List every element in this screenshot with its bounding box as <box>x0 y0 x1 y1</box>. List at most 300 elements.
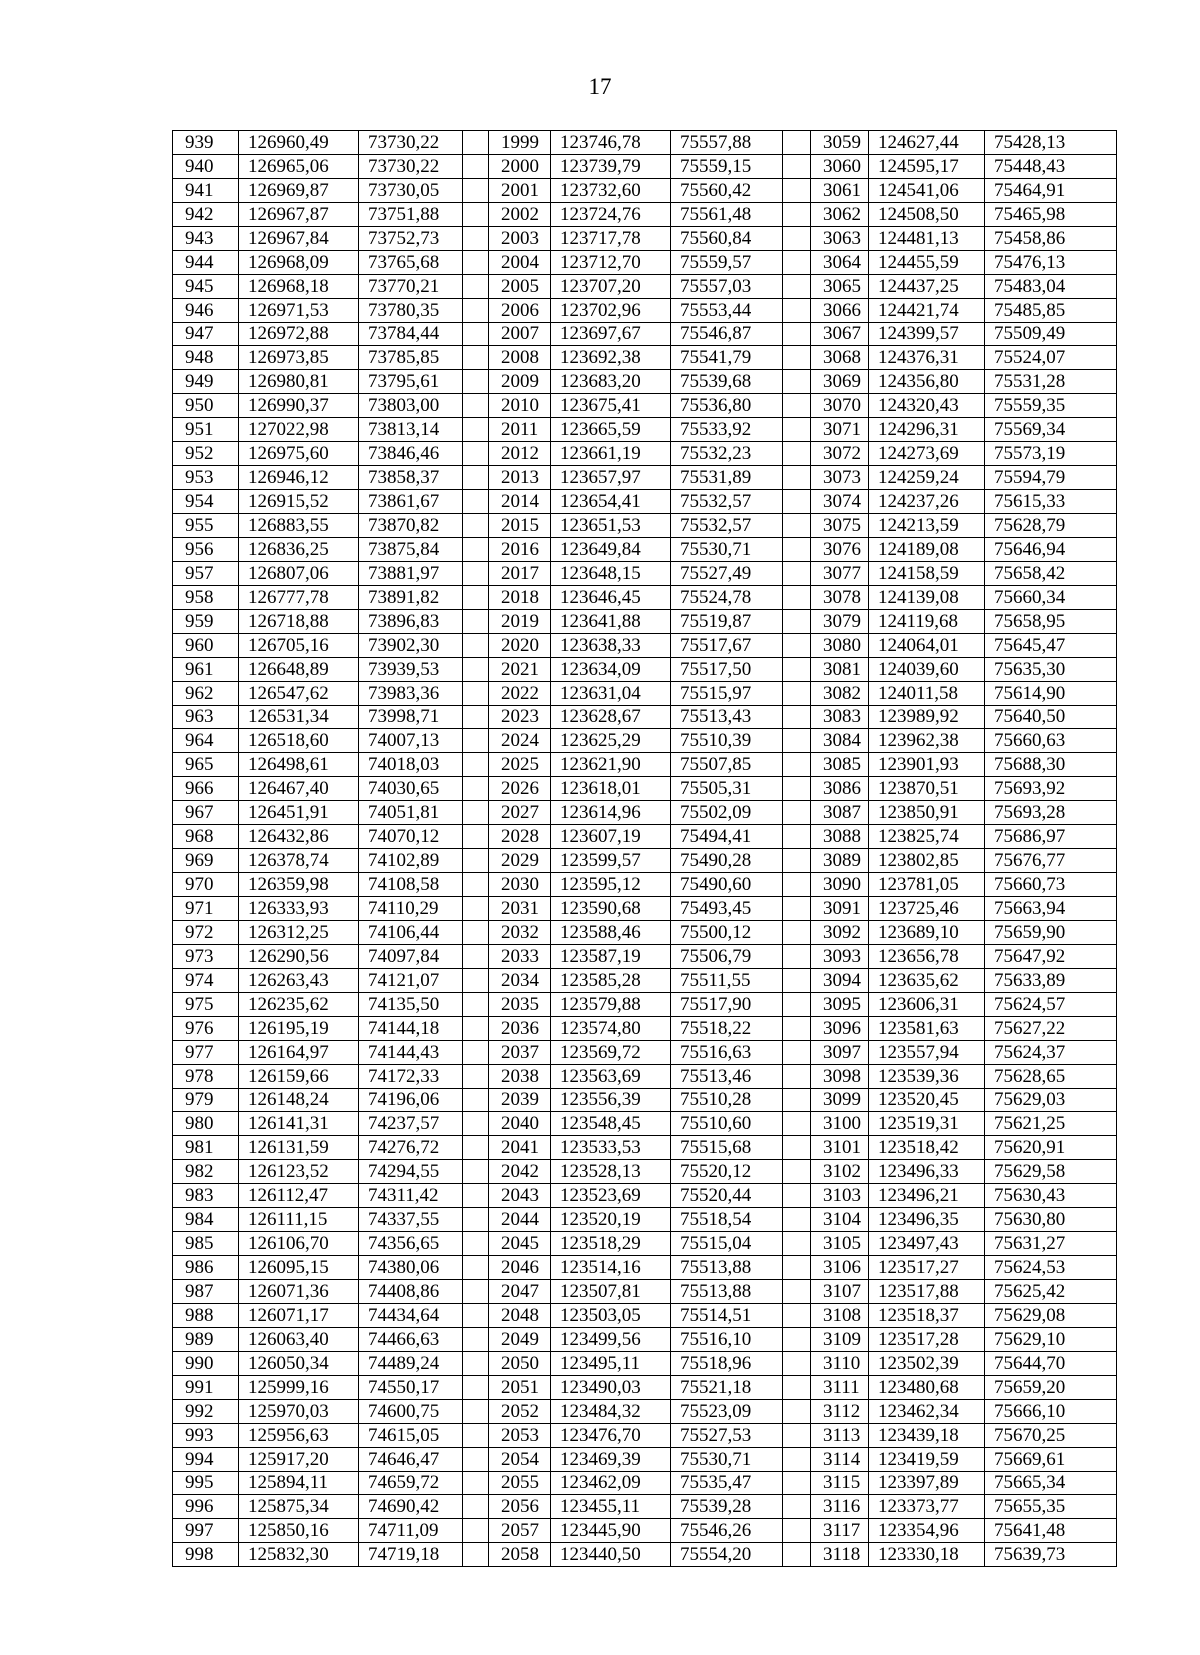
y-coordinate-cell: 74121,07 <box>359 968 463 992</box>
y-coordinate-cell: 75458,86 <box>985 226 1117 250</box>
point-number-cell: 2018 <box>489 585 551 609</box>
point-number-cell: 2010 <box>489 394 551 418</box>
column-separator <box>783 897 811 921</box>
column-separator <box>783 1112 811 1136</box>
table-row <box>173 1112 1117 1136</box>
x-coordinate-cell: 123628,67 <box>551 705 671 729</box>
x-coordinate-cell: 126106,70 <box>239 1232 359 1256</box>
column-separator <box>463 633 489 657</box>
point-number-cell: 3091 <box>811 897 869 921</box>
point-number-cell: 955 <box>173 514 239 538</box>
y-coordinate-cell: 73870,82 <box>359 514 463 538</box>
x-coordinate-cell: 123707,20 <box>551 274 671 298</box>
point-number-cell: 2048 <box>489 1303 551 1327</box>
x-coordinate-cell: 126141,31 <box>239 1112 359 1136</box>
x-coordinate-cell: 126547,62 <box>239 681 359 705</box>
point-number-cell: 2049 <box>489 1327 551 1351</box>
y-coordinate-cell: 75621,25 <box>985 1112 1117 1136</box>
y-coordinate-cell: 75659,90 <box>985 920 1117 944</box>
y-coordinate-cell: 75658,42 <box>985 561 1117 585</box>
point-number-cell: 3107 <box>811 1280 869 1304</box>
x-coordinate-cell: 123656,78 <box>869 944 985 968</box>
point-number-cell: 3081 <box>811 657 869 681</box>
table-row <box>173 873 1117 897</box>
column-separator <box>783 801 811 825</box>
column-separator <box>463 849 489 873</box>
point-number-cell: 976 <box>173 1016 239 1040</box>
column-separator <box>783 537 811 561</box>
y-coordinate-cell: 73795,61 <box>359 370 463 394</box>
table-row <box>173 226 1117 250</box>
x-coordinate-cell: 123440,50 <box>551 1543 671 1567</box>
x-coordinate-cell: 123595,12 <box>551 873 671 897</box>
x-coordinate-cell: 123870,51 <box>869 777 985 801</box>
y-coordinate-cell: 75513,43 <box>671 705 783 729</box>
y-coordinate-cell: 75494,41 <box>671 825 783 849</box>
column-separator <box>783 1088 811 1112</box>
point-number-cell: 971 <box>173 897 239 921</box>
x-coordinate-cell: 123588,46 <box>551 920 671 944</box>
point-number-cell: 2008 <box>489 346 551 370</box>
x-coordinate-cell: 126960,49 <box>239 131 359 155</box>
point-number-cell: 2036 <box>489 1016 551 1040</box>
y-coordinate-cell: 74434,64 <box>359 1303 463 1327</box>
point-number-cell: 2028 <box>489 825 551 849</box>
point-number-cell: 3073 <box>811 466 869 490</box>
y-coordinate-cell: 75428,13 <box>985 131 1117 155</box>
x-coordinate-cell: 126807,06 <box>239 561 359 585</box>
column-separator <box>783 1256 811 1280</box>
x-coordinate-cell: 123557,94 <box>869 1040 985 1064</box>
point-number-cell: 2031 <box>489 897 551 921</box>
point-number-cell: 2016 <box>489 537 551 561</box>
x-coordinate-cell: 123517,88 <box>869 1280 985 1304</box>
point-number-cell: 2019 <box>489 609 551 633</box>
point-number-cell: 984 <box>173 1208 239 1232</box>
x-coordinate-cell: 123397,89 <box>869 1471 985 1495</box>
column-separator <box>783 131 811 155</box>
point-number-cell: 3088 <box>811 825 869 849</box>
point-number-cell: 2043 <box>489 1184 551 1208</box>
table-row <box>173 298 1117 322</box>
x-coordinate-cell: 123520,19 <box>551 1208 671 1232</box>
point-number-cell: 970 <box>173 873 239 897</box>
table-row <box>173 1543 1117 1567</box>
point-number-cell: 2035 <box>489 992 551 1016</box>
column-separator <box>463 466 489 490</box>
x-coordinate-cell: 123665,59 <box>551 418 671 442</box>
point-number-cell: 3103 <box>811 1184 869 1208</box>
point-number-cell: 2022 <box>489 681 551 705</box>
table-row <box>173 131 1117 155</box>
y-coordinate-cell: 74144,18 <box>359 1016 463 1040</box>
y-coordinate-cell: 75560,42 <box>671 178 783 202</box>
point-number-cell: 2053 <box>489 1423 551 1447</box>
point-number-cell: 3118 <box>811 1543 869 1567</box>
x-coordinate-cell: 123518,37 <box>869 1303 985 1327</box>
table-row <box>173 1016 1117 1040</box>
x-coordinate-cell: 126971,53 <box>239 298 359 322</box>
x-coordinate-cell: 124508,50 <box>869 202 985 226</box>
column-separator <box>463 1160 489 1184</box>
table-row <box>173 1040 1117 1064</box>
y-coordinate-cell: 73858,37 <box>359 466 463 490</box>
point-number-cell: 3083 <box>811 705 869 729</box>
y-coordinate-cell: 75640,50 <box>985 705 1117 729</box>
point-number-cell: 2029 <box>489 849 551 873</box>
x-coordinate-cell: 124455,59 <box>869 250 985 274</box>
y-coordinate-cell: 74489,24 <box>359 1351 463 1375</box>
point-number-cell: 3090 <box>811 873 869 897</box>
point-number-cell: 980 <box>173 1112 239 1136</box>
y-coordinate-cell: 73896,83 <box>359 609 463 633</box>
point-number-cell: 3070 <box>811 394 869 418</box>
x-coordinate-cell: 126648,89 <box>239 657 359 681</box>
point-number-cell: 950 <box>173 394 239 418</box>
table-row <box>173 1208 1117 1232</box>
point-number-cell: 3069 <box>811 370 869 394</box>
y-coordinate-cell: 75630,80 <box>985 1208 1117 1232</box>
table-row <box>173 1351 1117 1375</box>
y-coordinate-cell: 75516,10 <box>671 1327 783 1351</box>
x-coordinate-cell: 123533,53 <box>551 1136 671 1160</box>
x-coordinate-cell: 124376,31 <box>869 346 985 370</box>
point-number-cell: 2055 <box>489 1471 551 1495</box>
x-coordinate-cell: 124213,59 <box>869 514 985 538</box>
table-row <box>173 729 1117 753</box>
y-coordinate-cell: 75510,39 <box>671 729 783 753</box>
point-number-cell: 2058 <box>489 1543 551 1567</box>
y-coordinate-cell: 73752,73 <box>359 226 463 250</box>
point-number-cell: 2042 <box>489 1160 551 1184</box>
point-number-cell: 3076 <box>811 537 869 561</box>
y-coordinate-cell: 75516,63 <box>671 1040 783 1064</box>
point-number-cell: 983 <box>173 1184 239 1208</box>
x-coordinate-cell: 123455,11 <box>551 1495 671 1519</box>
table-row <box>173 561 1117 585</box>
x-coordinate-cell: 123648,15 <box>551 561 671 585</box>
table-row <box>173 777 1117 801</box>
table-row <box>173 1327 1117 1351</box>
point-number-cell: 966 <box>173 777 239 801</box>
table-row <box>173 992 1117 1016</box>
y-coordinate-cell: 75557,03 <box>671 274 783 298</box>
y-coordinate-cell: 75647,92 <box>985 944 1117 968</box>
column-separator <box>783 609 811 633</box>
x-coordinate-cell: 124481,13 <box>869 226 985 250</box>
column-separator <box>783 1303 811 1327</box>
x-coordinate-cell: 126333,93 <box>239 897 359 921</box>
x-coordinate-cell: 123569,72 <box>551 1040 671 1064</box>
x-coordinate-cell: 126359,98 <box>239 873 359 897</box>
column-separator <box>783 1543 811 1567</box>
point-number-cell: 3106 <box>811 1256 869 1280</box>
x-coordinate-cell: 124541,06 <box>869 178 985 202</box>
point-number-cell: 3087 <box>811 801 869 825</box>
point-number-cell: 987 <box>173 1280 239 1304</box>
point-number-cell: 3110 <box>811 1351 869 1375</box>
x-coordinate-cell: 123496,35 <box>869 1208 985 1232</box>
point-number-cell: 979 <box>173 1088 239 1112</box>
column-separator <box>463 346 489 370</box>
x-coordinate-cell: 125894,11 <box>239 1471 359 1495</box>
x-coordinate-cell: 126518,60 <box>239 729 359 753</box>
column-separator <box>463 1184 489 1208</box>
x-coordinate-cell: 126946,12 <box>239 466 359 490</box>
x-coordinate-cell: 124011,58 <box>869 681 985 705</box>
y-coordinate-cell: 75448,43 <box>985 154 1117 178</box>
table-row <box>173 250 1117 274</box>
x-coordinate-cell: 126071,36 <box>239 1280 359 1304</box>
table-row <box>173 1375 1117 1399</box>
y-coordinate-cell: 73846,46 <box>359 442 463 466</box>
y-coordinate-cell: 75485,85 <box>985 298 1117 322</box>
column-separator <box>463 1208 489 1232</box>
table-row <box>173 1064 1117 1088</box>
x-coordinate-cell: 124158,59 <box>869 561 985 585</box>
y-coordinate-cell: 75557,88 <box>671 131 783 155</box>
point-number-cell: 3115 <box>811 1471 869 1495</box>
x-coordinate-cell: 126123,52 <box>239 1160 359 1184</box>
point-number-cell: 3109 <box>811 1327 869 1351</box>
point-number-cell: 3116 <box>811 1495 869 1519</box>
column-separator <box>783 370 811 394</box>
point-number-cell: 3082 <box>811 681 869 705</box>
point-number-cell: 2046 <box>489 1256 551 1280</box>
point-number-cell: 943 <box>173 226 239 250</box>
column-separator <box>783 1208 811 1232</box>
column-separator <box>783 202 811 226</box>
y-coordinate-cell: 75506,79 <box>671 944 783 968</box>
y-coordinate-cell: 75519,87 <box>671 609 783 633</box>
x-coordinate-cell: 126451,91 <box>239 801 359 825</box>
x-coordinate-cell: 124437,25 <box>869 274 985 298</box>
x-coordinate-cell: 124296,31 <box>869 418 985 442</box>
point-number-cell: 985 <box>173 1232 239 1256</box>
point-number-cell: 973 <box>173 944 239 968</box>
x-coordinate-cell: 123607,19 <box>551 825 671 849</box>
point-number-cell: 2027 <box>489 801 551 825</box>
y-coordinate-cell: 75510,60 <box>671 1112 783 1136</box>
x-coordinate-cell: 126095,15 <box>239 1256 359 1280</box>
x-coordinate-cell: 126990,37 <box>239 394 359 418</box>
x-coordinate-cell: 123499,56 <box>551 1327 671 1351</box>
column-separator <box>463 537 489 561</box>
y-coordinate-cell: 75625,42 <box>985 1280 1117 1304</box>
point-number-cell: 948 <box>173 346 239 370</box>
y-coordinate-cell: 75620,91 <box>985 1136 1117 1160</box>
y-coordinate-cell: 75532,57 <box>671 514 783 538</box>
y-coordinate-cell: 75515,97 <box>671 681 783 705</box>
column-separator <box>783 585 811 609</box>
x-coordinate-cell: 127022,98 <box>239 418 359 442</box>
point-number-cell: 3092 <box>811 920 869 944</box>
y-coordinate-cell: 75520,12 <box>671 1160 783 1184</box>
y-coordinate-cell: 75532,57 <box>671 490 783 514</box>
column-separator <box>783 322 811 346</box>
point-number-cell: 3074 <box>811 490 869 514</box>
point-number-cell: 957 <box>173 561 239 585</box>
y-coordinate-cell: 73902,30 <box>359 633 463 657</box>
column-separator <box>783 944 811 968</box>
x-coordinate-cell: 123439,18 <box>869 1423 985 1447</box>
x-coordinate-cell: 126973,85 <box>239 346 359 370</box>
column-separator <box>463 801 489 825</box>
table-row <box>173 514 1117 538</box>
y-coordinate-cell: 75509,49 <box>985 322 1117 346</box>
x-coordinate-cell: 126112,47 <box>239 1184 359 1208</box>
point-number-cell: 3093 <box>811 944 869 968</box>
column-separator <box>783 298 811 322</box>
x-coordinate-cell: 123585,28 <box>551 968 671 992</box>
point-number-cell: 992 <box>173 1399 239 1423</box>
x-coordinate-cell: 123373,77 <box>869 1495 985 1519</box>
x-coordinate-cell: 123518,42 <box>869 1136 985 1160</box>
table-row <box>173 1423 1117 1447</box>
x-coordinate-cell: 123462,09 <box>551 1471 671 1495</box>
x-coordinate-cell: 123496,33 <box>869 1160 985 1184</box>
y-coordinate-cell: 75539,28 <box>671 1495 783 1519</box>
y-coordinate-cell: 75688,30 <box>985 753 1117 777</box>
point-number-cell: 2009 <box>489 370 551 394</box>
point-number-cell: 2014 <box>489 490 551 514</box>
column-separator <box>783 274 811 298</box>
table-row <box>173 178 1117 202</box>
point-number-cell: 941 <box>173 178 239 202</box>
point-number-cell: 3079 <box>811 609 869 633</box>
x-coordinate-cell: 124421,74 <box>869 298 985 322</box>
x-coordinate-cell: 123651,53 <box>551 514 671 538</box>
point-number-cell: 2015 <box>489 514 551 538</box>
point-number-cell: 3095 <box>811 992 869 1016</box>
column-separator <box>463 442 489 466</box>
x-coordinate-cell: 125970,03 <box>239 1399 359 1423</box>
column-separator <box>463 1399 489 1423</box>
x-coordinate-cell: 124595,17 <box>869 154 985 178</box>
y-coordinate-cell: 74294,55 <box>359 1160 463 1184</box>
y-coordinate-cell: 75628,79 <box>985 514 1117 538</box>
y-coordinate-cell: 75676,77 <box>985 849 1117 873</box>
x-coordinate-cell: 126718,88 <box>239 609 359 633</box>
x-coordinate-cell: 126967,84 <box>239 226 359 250</box>
table-row <box>173 1136 1117 1160</box>
y-coordinate-cell: 75629,10 <box>985 1327 1117 1351</box>
y-coordinate-cell: 75559,15 <box>671 154 783 178</box>
column-separator <box>783 561 811 585</box>
y-coordinate-cell: 75517,90 <box>671 992 783 1016</box>
y-coordinate-cell: 73891,82 <box>359 585 463 609</box>
point-number-cell: 3113 <box>811 1423 869 1447</box>
y-coordinate-cell: 74110,29 <box>359 897 463 921</box>
y-coordinate-cell: 75524,78 <box>671 585 783 609</box>
column-separator <box>783 705 811 729</box>
y-coordinate-cell: 75532,23 <box>671 442 783 466</box>
y-coordinate-cell: 75665,34 <box>985 1471 1117 1495</box>
x-coordinate-cell: 123746,78 <box>551 131 671 155</box>
y-coordinate-cell: 74196,06 <box>359 1088 463 1112</box>
table-row <box>173 705 1117 729</box>
y-coordinate-cell: 75660,73 <box>985 873 1117 897</box>
column-separator <box>783 346 811 370</box>
point-number-cell: 3097 <box>811 1040 869 1064</box>
x-coordinate-cell: 123469,39 <box>551 1447 671 1471</box>
x-coordinate-cell: 126432,86 <box>239 825 359 849</box>
table-row <box>173 346 1117 370</box>
y-coordinate-cell: 75631,27 <box>985 1232 1117 1256</box>
column-separator <box>463 561 489 585</box>
column-separator <box>783 418 811 442</box>
x-coordinate-cell: 123689,10 <box>869 920 985 944</box>
table-row <box>173 322 1117 346</box>
point-number-cell: 961 <box>173 657 239 681</box>
table-row <box>173 442 1117 466</box>
y-coordinate-cell: 75629,03 <box>985 1088 1117 1112</box>
x-coordinate-cell: 126968,18 <box>239 274 359 298</box>
y-coordinate-cell: 75500,12 <box>671 920 783 944</box>
x-coordinate-cell: 126235,62 <box>239 992 359 1016</box>
y-coordinate-cell: 75693,92 <box>985 777 1117 801</box>
point-number-cell: 974 <box>173 968 239 992</box>
point-number-cell: 946 <box>173 298 239 322</box>
y-coordinate-cell: 75546,26 <box>671 1519 783 1543</box>
x-coordinate-cell: 123518,29 <box>551 1232 671 1256</box>
y-coordinate-cell: 75541,79 <box>671 346 783 370</box>
point-number-cell: 3102 <box>811 1160 869 1184</box>
y-coordinate-cell: 75530,71 <box>671 537 783 561</box>
y-coordinate-cell: 73983,36 <box>359 681 463 705</box>
x-coordinate-cell: 123641,88 <box>551 609 671 633</box>
x-coordinate-cell: 126498,61 <box>239 753 359 777</box>
point-number-cell: 2004 <box>489 250 551 274</box>
point-number-cell: 2051 <box>489 1375 551 1399</box>
point-number-cell: 2017 <box>489 561 551 585</box>
column-separator <box>783 154 811 178</box>
column-separator <box>783 777 811 801</box>
table-row <box>173 897 1117 921</box>
y-coordinate-cell: 75615,33 <box>985 490 1117 514</box>
y-coordinate-cell: 75518,96 <box>671 1351 783 1375</box>
point-number-cell: 2033 <box>489 944 551 968</box>
point-number-cell: 996 <box>173 1495 239 1519</box>
column-separator <box>463 992 489 1016</box>
x-coordinate-cell: 124627,44 <box>869 131 985 155</box>
column-separator <box>783 1519 811 1543</box>
point-number-cell: 3075 <box>811 514 869 538</box>
point-number-cell: 2002 <box>489 202 551 226</box>
column-separator <box>463 1447 489 1471</box>
x-coordinate-cell: 123517,28 <box>869 1327 985 1351</box>
point-number-cell: 3108 <box>811 1303 869 1327</box>
table-row <box>173 585 1117 609</box>
y-coordinate-cell: 75530,71 <box>671 1447 783 1471</box>
y-coordinate-cell: 73730,22 <box>359 154 463 178</box>
x-coordinate-cell: 123581,63 <box>869 1016 985 1040</box>
y-coordinate-cell: 74070,12 <box>359 825 463 849</box>
x-coordinate-cell: 123661,19 <box>551 442 671 466</box>
y-coordinate-cell: 75669,61 <box>985 1447 1117 1471</box>
x-coordinate-cell: 123781,05 <box>869 873 985 897</box>
point-number-cell: 2013 <box>489 466 551 490</box>
point-number-cell: 3068 <box>811 346 869 370</box>
x-coordinate-cell: 126050,34 <box>239 1351 359 1375</box>
column-separator <box>463 298 489 322</box>
x-coordinate-cell: 123802,85 <box>869 849 985 873</box>
point-number-cell: 994 <box>173 1447 239 1471</box>
x-coordinate-cell: 126111,15 <box>239 1208 359 1232</box>
y-coordinate-cell: 75646,94 <box>985 537 1117 561</box>
table-row <box>173 466 1117 490</box>
point-number-cell: 3114 <box>811 1447 869 1471</box>
